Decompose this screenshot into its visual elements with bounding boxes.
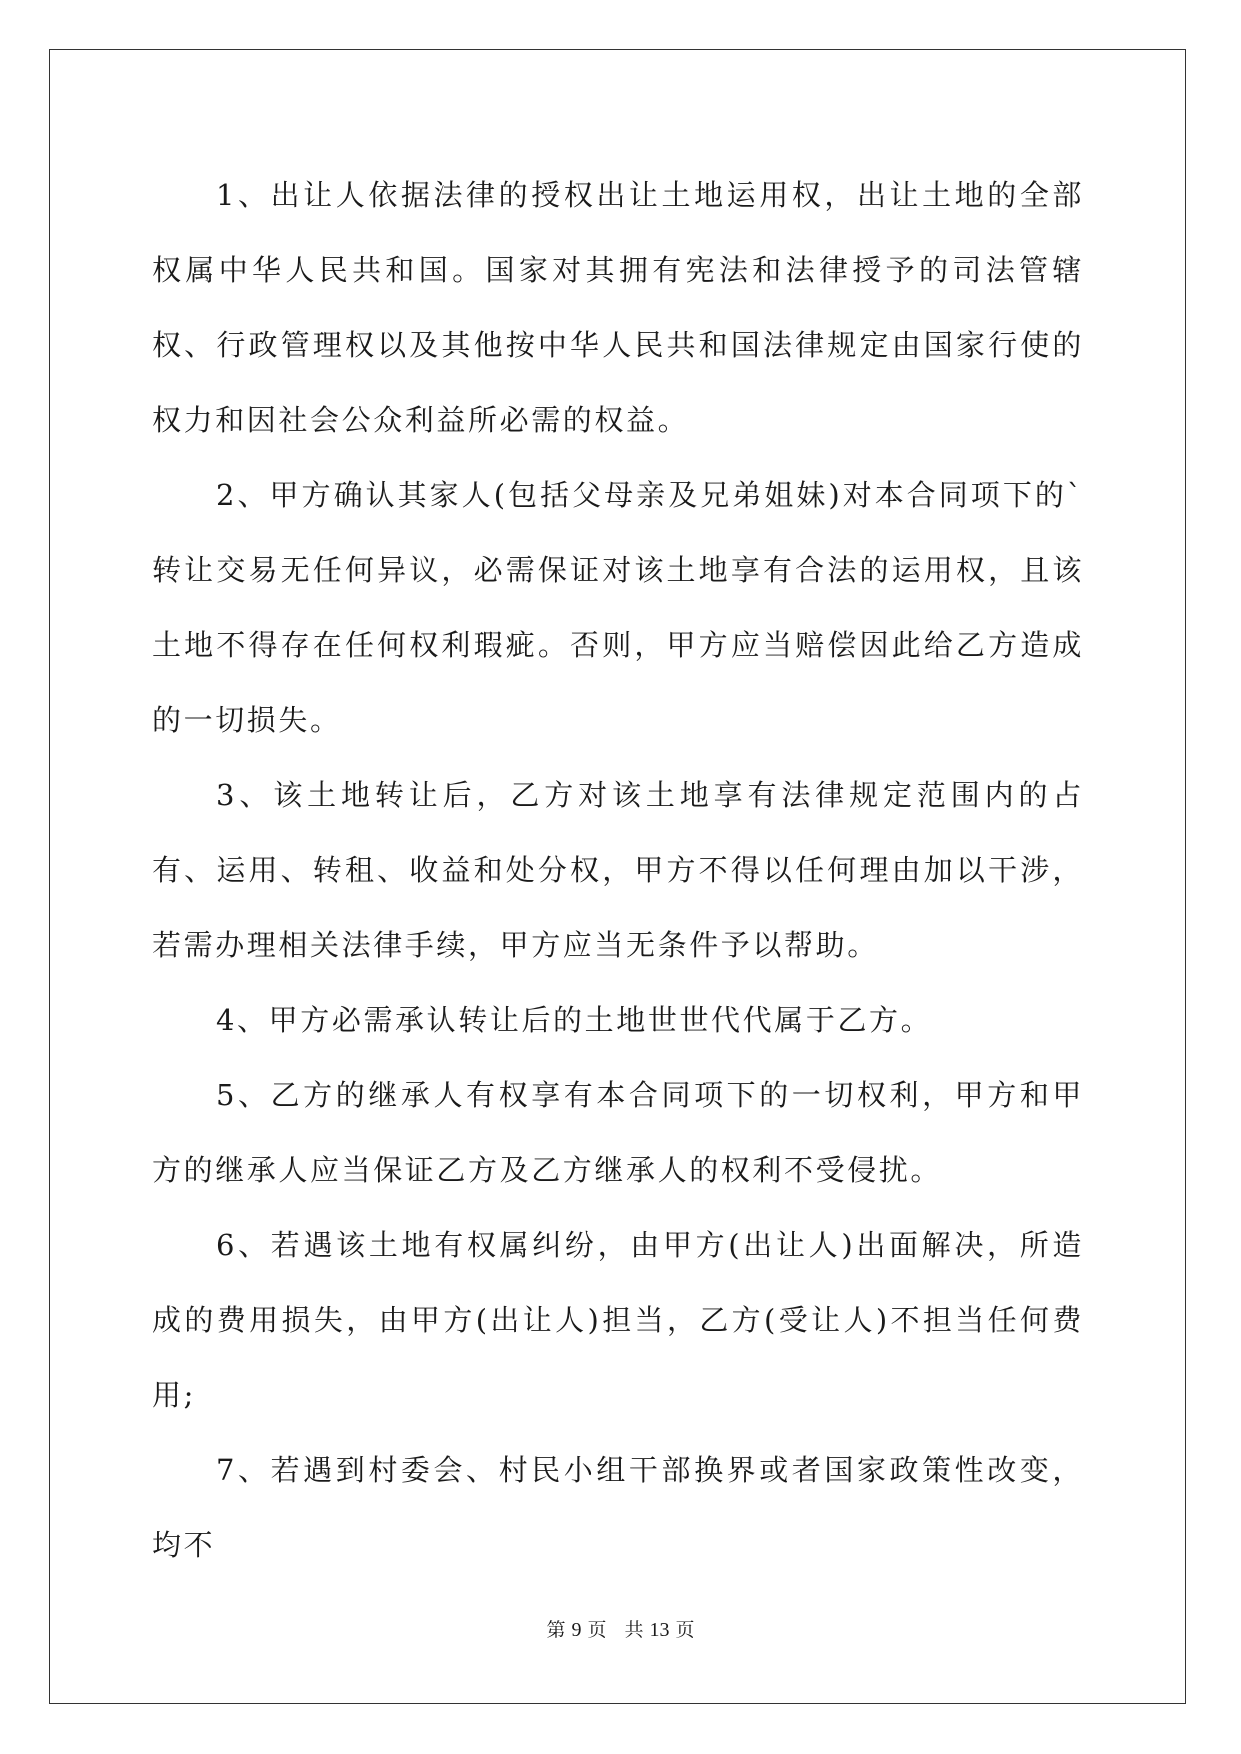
page-number: 9 bbox=[571, 1619, 582, 1641]
paragraph-4: 4、甲方必需承认转让后的土地世世代代属于乙方。 bbox=[216, 1003, 933, 1037]
page-suffix: 页 bbox=[587, 1619, 607, 1641]
paragraph-2: 2、甲方确认其家人(包括父母亲及兄弟姐妹)对本合同项下的`转让交易无任何异议，必需保证对该土地享有合法的运用权，且该土地不得存在任何权利瑕疵。否则，甲方应当赔偿因此给乙方造成的一切损失。 bbox=[152, 478, 1084, 737]
total-pages: 13 bbox=[649, 1619, 670, 1641]
total-indicator bbox=[622, 1619, 698, 1641]
paragraph-5: 5、乙方的继承人有权享有本合同项下的一切权利，甲方和甲方的继承人应当保证乙方及乙方继承人的权利不受侵扰。 bbox=[152, 1078, 1084, 1187]
page-prefix: 第 bbox=[546, 1619, 566, 1641]
total-suffix: 页 bbox=[675, 1619, 695, 1641]
paragraph-7: 7、若遇到村委会、村民小组干部换界或者国家政策性改变，均不 bbox=[152, 1453, 1084, 1562]
page-footer bbox=[0, 1615, 1241, 1642]
page-indicator bbox=[543, 1619, 609, 1641]
document-body bbox=[152, 158, 1084, 1583]
total-prefix: 共 bbox=[624, 1619, 644, 1641]
paragraph-3: 3、该土地转让后，乙方对该土地享有法律规定范围内的占有、运用、转租、收益和处分权，甲方不得以任何理由加以干涉，若需办理相关法律手续，甲方应当无条件予以帮助。 bbox=[152, 778, 1084, 962]
paragraph-6: 6、若遇该土地有权属纠纷，由甲方(出让人)出面解决，所造成的费用损失，由甲方(出让人)担当，乙方(受让人)不担当任何费用; bbox=[152, 1228, 1084, 1412]
paragraph-1: 1、出让人依据法律的授权出让土地运用权，出让土地的全部权属中华人民共和国。国家对其拥有宪法和法律授予的司法管辖权、行政管理权以及其他按中华人民共和国法律规定由国家行使的权力和因社会公众利益所必需的权益。 bbox=[152, 178, 1084, 437]
